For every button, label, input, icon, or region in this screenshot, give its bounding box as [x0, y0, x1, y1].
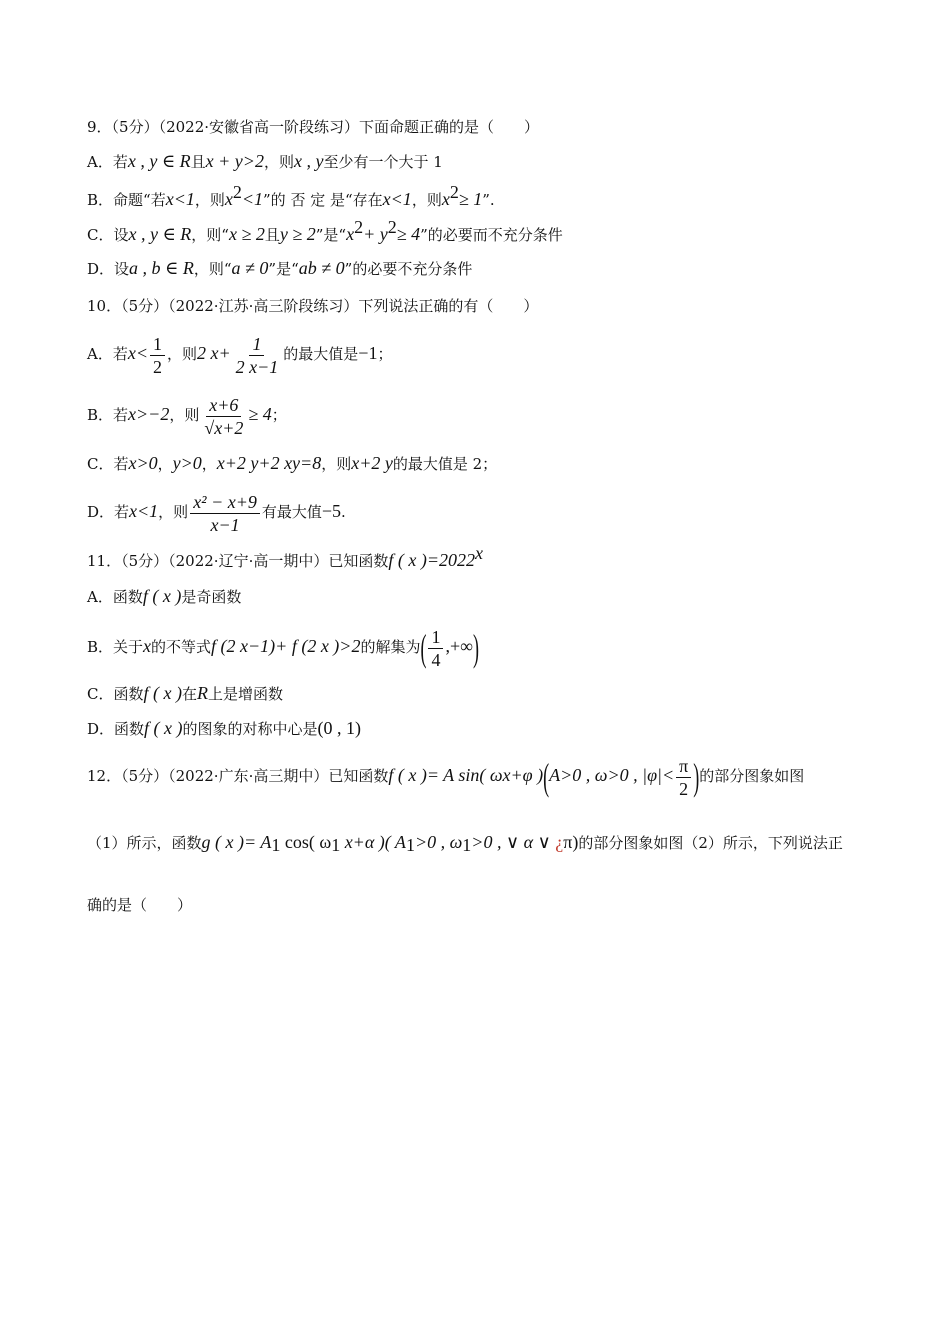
- text: 的不等式: [151, 638, 212, 656]
- subscript: 1: [462, 835, 472, 855]
- option-label: D．设: [87, 260, 130, 278]
- option-label: A．若: [87, 153, 128, 171]
- q10-option-c: [87, 453, 497, 474]
- text: .: [341, 503, 346, 521]
- math: x>−2: [128, 404, 170, 424]
- math: π): [563, 832, 579, 852]
- fraction: [150, 333, 165, 378]
- text: ，则: [158, 503, 189, 521]
- math: x: [346, 224, 355, 244]
- math: x<1: [382, 189, 412, 209]
- text: ，则“: [193, 260, 232, 278]
- text: 上是增函数: [207, 685, 283, 703]
- right-paren: ): [472, 627, 479, 669]
- q11-option-b: [87, 624, 479, 671]
- option-label: B．关于: [87, 638, 144, 656]
- q10-option-b: [87, 392, 287, 439]
- subscript: 1: [331, 835, 341, 855]
- text: 的图象的对称中心是: [182, 720, 318, 738]
- text: （1）所示，函数: [87, 834, 202, 852]
- math: x<1: [129, 501, 159, 521]
- text: ，则: [169, 406, 200, 424]
- option-label: C．设: [87, 226, 129, 244]
- denominator: 4: [431, 649, 441, 670]
- math: x+2 y+2 xy=8: [216, 453, 322, 473]
- denominator: 2: [152, 356, 162, 377]
- math: ab ≠ 0: [298, 258, 345, 278]
- denominator: √x+2: [204, 417, 244, 438]
- math: R: [196, 683, 208, 703]
- text: ”.: [482, 191, 495, 209]
- option-label: B．命题“若: [87, 191, 166, 209]
- q12-line3: [87, 895, 192, 915]
- text: 的部分图象如图: [699, 767, 805, 785]
- text: ，则: [321, 455, 352, 473]
- numerator: x+6: [206, 394, 241, 417]
- fraction: [190, 491, 260, 536]
- math: y ≥ 2: [279, 224, 316, 244]
- q10-option-a: [87, 331, 392, 378]
- text: ，则: [166, 345, 197, 363]
- denominator: 2 x−1: [235, 356, 279, 377]
- text: ，则: [263, 153, 294, 171]
- subscript: 1: [271, 835, 281, 855]
- left-paren: (: [543, 756, 550, 798]
- math: f ( x ): [144, 718, 183, 738]
- math: >0 , ω: [414, 832, 463, 852]
- q11-header: [87, 543, 483, 571]
- q10-option-d: [87, 489, 346, 536]
- math: x>0: [128, 453, 158, 473]
- text: 的部分图象如图（2）所示，下列说法正: [578, 834, 843, 852]
- math: <1: [241, 189, 264, 209]
- math: x , y: [293, 151, 324, 171]
- option-label: D．函数: [87, 720, 145, 738]
- q9-option-d: [87, 258, 472, 279]
- math: f (2 x−1)+ f (2 x )>2: [211, 636, 361, 656]
- option-label: A．若: [87, 345, 128, 363]
- option-label: D．若: [87, 503, 130, 521]
- text: 至少有一个大于 1: [323, 153, 443, 171]
- math: + y: [363, 224, 388, 244]
- math: x + y>2: [205, 151, 264, 171]
- denominator: x−1: [210, 514, 240, 535]
- subscript: 1: [405, 835, 415, 855]
- q9-header: [87, 117, 539, 137]
- math: x+α ): [340, 832, 385, 852]
- text: 是奇函数: [181, 588, 242, 606]
- q10-header: [87, 296, 538, 316]
- q12-line2: [87, 832, 843, 853]
- option-label: B．若: [87, 406, 129, 424]
- math: −5: [321, 501, 342, 521]
- math: ¿: [555, 832, 564, 852]
- math: cos( ω: [280, 832, 332, 852]
- math: x: [143, 636, 152, 656]
- math: a , b ∈ R: [129, 258, 194, 278]
- math: x , y ∈ R: [127, 151, 191, 171]
- numerator: 1: [428, 626, 443, 649]
- math: 2 x+: [197, 343, 231, 363]
- math: x , y ∈ R: [128, 224, 192, 244]
- q11-option-a: [87, 586, 241, 607]
- text: 11．（5分）（2022·辽宁·高一期中）已知函数: [87, 552, 389, 570]
- option-label: C．若: [87, 455, 129, 473]
- text: ；: [271, 406, 287, 424]
- q12-header: [87, 753, 804, 800]
- text: 有最大值: [261, 503, 322, 521]
- text: 在: [181, 685, 197, 703]
- text: ”是“: [268, 260, 299, 278]
- math: x: [474, 543, 483, 563]
- fraction: [201, 394, 246, 439]
- math: x+2 y: [351, 453, 393, 473]
- q9-option-c: C．设x , y ∈ R，则“x ≥ 2且y ≥ 2”是“$x^2+ y^2\ge 4$”的必要而不充分条件: [87, 217, 563, 244]
- text: ，: [201, 455, 217, 473]
- math: y>0: [172, 453, 202, 473]
- text: 的最大值是: [283, 345, 359, 363]
- text: 12．（5分）（2022·广东·高三期中）已知函数: [87, 767, 389, 785]
- math: a ≠ 0: [231, 258, 269, 278]
- left-paren: (: [420, 627, 427, 669]
- math: f ( x ): [143, 683, 182, 703]
- math: f ( x )=2022: [388, 550, 475, 570]
- math: A>0 , ω>0 , |φ|<: [549, 765, 675, 785]
- text: ”是“: [315, 226, 347, 244]
- text: ，则: [411, 191, 442, 209]
- fraction: [428, 626, 443, 671]
- math: ≥ 4: [396, 224, 421, 244]
- q9-header-text: 9．（5分）（2022·安徽省高一阶段练习）下面命题正确的是（ ）: [87, 118, 540, 136]
- numerator: π: [676, 755, 691, 778]
- text: 且: [264, 226, 280, 244]
- fraction: [676, 755, 691, 800]
- q11-option-c: [87, 683, 283, 704]
- text: ”的必要不充分条件: [344, 260, 473, 278]
- q11-option-d: [87, 718, 361, 739]
- math: x ≥ 2: [228, 224, 265, 244]
- denominator: 2: [679, 778, 689, 799]
- q9-option-a: [87, 151, 443, 172]
- text: ；: [377, 345, 393, 363]
- math: −1: [358, 343, 378, 363]
- q10-header-text: 10．（5分）（2022·江苏·高三阶段练习）下列说法正确的有（ ）: [87, 297, 539, 315]
- math: x: [441, 189, 450, 209]
- text: ，则“: [191, 226, 229, 244]
- math: ≥ 4: [248, 404, 272, 424]
- text: 的最大值是 2；: [392, 455, 498, 473]
- text: 的解集为: [360, 638, 421, 656]
- math: >0 , ∨ α ∨: [471, 832, 556, 852]
- math: f ( x )= A sin( ωx+φ ): [388, 765, 544, 785]
- right-paren: ): [693, 756, 700, 798]
- math: f ( x ): [142, 586, 182, 606]
- text: ”的必要而不充分条件: [420, 226, 563, 244]
- text: ，: [157, 455, 173, 473]
- text: 且: [190, 153, 206, 171]
- option-label: C．函数: [87, 685, 144, 703]
- math: ,+∞: [445, 636, 473, 656]
- math: g ( x )= A: [201, 832, 272, 852]
- text: ，则: [194, 191, 225, 209]
- text: ”的 否 定 是“存在: [263, 191, 383, 209]
- option-label: A．函数: [87, 588, 143, 606]
- numerator: 1: [249, 333, 264, 356]
- q9-option-b: B．命题“若x<1，则$x^2<1$”的 否 定 是“存在x<1，则$x^2\ge 1$”.: [87, 182, 495, 209]
- math: ( A: [384, 832, 406, 852]
- fraction: [233, 333, 282, 378]
- numerator: 1: [150, 333, 165, 356]
- numerator: x² − x+9: [190, 491, 260, 514]
- math: x<1: [165, 189, 195, 209]
- math: x<: [127, 343, 148, 363]
- math: (0 , 1): [317, 718, 362, 738]
- math: x: [224, 189, 233, 209]
- text: 确的是（ ）: [87, 896, 193, 914]
- math: ≥ 1: [458, 189, 483, 209]
